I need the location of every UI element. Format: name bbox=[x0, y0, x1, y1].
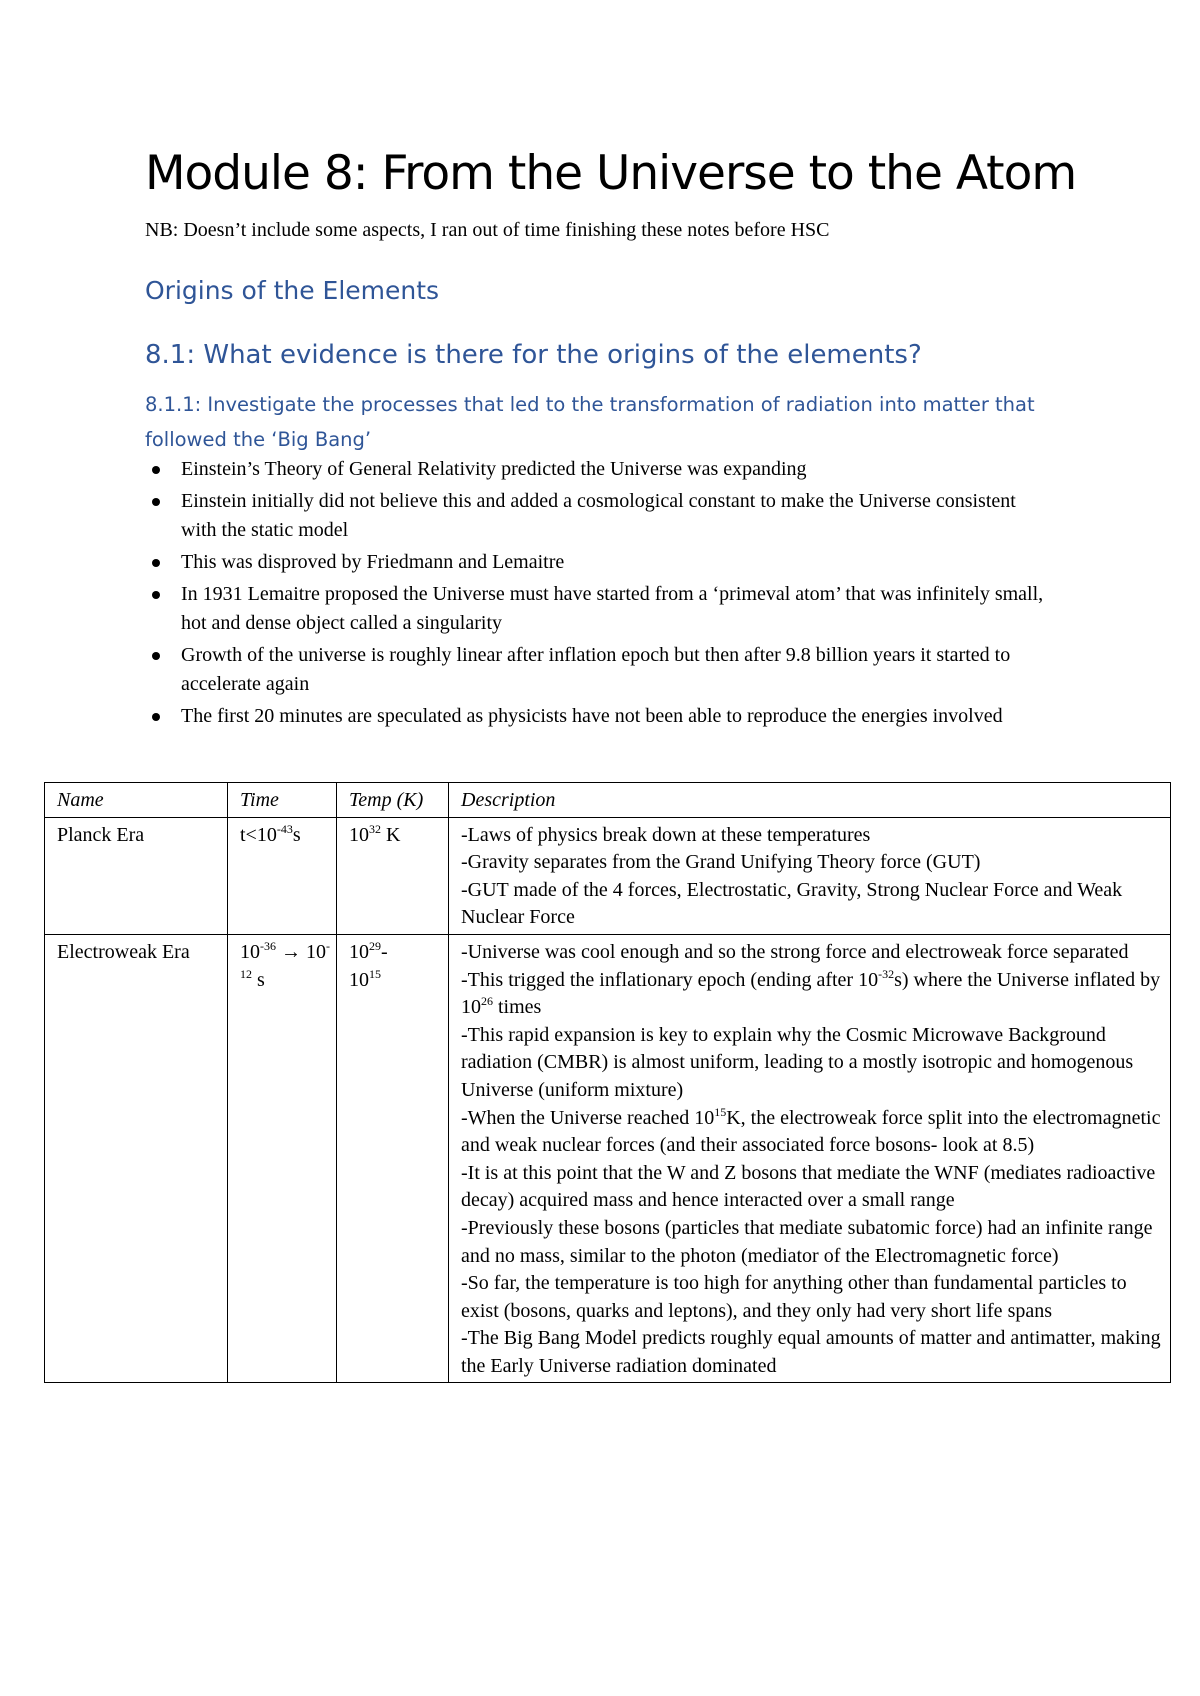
era-time: $t<10^{-43}s$ bbox=[228, 817, 337, 934]
description-line: -Universe was cool enough and so the strong force and electroweak force separated bbox=[461, 940, 1129, 963]
inquiry-heading: 8.1.1: Investigate the processes that led to the transformation of radiation into matter that followed the ‘Big Bang’ bbox=[145, 393, 1035, 451]
bullet-item: In 1931 Lemaitre proposed the Universe must have started from a ‘primeval atom’ that was infinitely small, hot and dense object called a singularity bbox=[148, 580, 1048, 638]
era-description bbox=[449, 934, 1171, 1383]
page-title: Module 8: From the Universe to the Atom bbox=[145, 146, 1077, 201]
era-temp: $10^{32}$ K bbox=[337, 817, 449, 934]
description-line: -So far, the temperature is too high for anything other than fundamental particles to exist (bosons, quarks and leptons), and they only had very short life spans bbox=[461, 1272, 1127, 1322]
section-heading: Origins of the Elements bbox=[145, 276, 440, 305]
bullet-item: The first 20 minutes are speculated as physicists have not been able to reproduce the energies involved bbox=[148, 702, 1048, 731]
bullet-item: This was disproved by Friedmann and Lemaitre bbox=[148, 548, 1048, 577]
bullet-list bbox=[148, 455, 1048, 734]
description-line: -This trigged the inflationary epoch (ending after $10^{-32}s$) where the Universe inflated by $10^{26}$ times bbox=[461, 966, 1161, 1019]
header-temp: Temp (K) bbox=[337, 783, 449, 818]
bullet-item: Growth of the universe is roughly linear after inflation epoch but then after 9.8 billion years it started to accelerate again bbox=[148, 641, 1048, 699]
description-line: -Laws of physics break down at these temperatures bbox=[461, 823, 871, 846]
era-name: Planck Era bbox=[45, 817, 228, 934]
description-line: -Gravity separates from the Grand Unifying Theory force (GUT) bbox=[461, 851, 981, 874]
description-line: -The Big Bang Model predicts roughly equal amounts of matter and antimatter, making the Early Universe radiation dominated bbox=[461, 1327, 1161, 1377]
header-name: Name bbox=[45, 783, 228, 818]
table-row-electroweak bbox=[45, 934, 1171, 1383]
description-line: -When the Universe reached $10^{15}K$, the electroweak force split into the electromagnetic and weak nuclear forces (and their associated force bosons- look at 8.5) bbox=[461, 1104, 1161, 1157]
header-description: Description bbox=[449, 783, 1171, 818]
header-time: Time bbox=[228, 783, 337, 818]
description-line: -This rapid expansion is key to explain why the Cosmic Microwave Background radiation (CMBR) is almost uniform, leading to a mostly isotropic and homogenous Universe (uniform mixture) bbox=[461, 1023, 1134, 1101]
author-note: NB: Doesn’t include some aspects, I ran out of time finishing these notes before HSC bbox=[145, 219, 830, 241]
eras-table bbox=[44, 782, 1171, 1383]
era-temp: $10^{29}-$ $10^{15}$ bbox=[337, 934, 449, 1383]
table-row-planck bbox=[45, 817, 1171, 934]
era-name: Electroweak Era bbox=[45, 934, 228, 1383]
description-line: -It is at this point that the W and Z bosons that mediate the WNF (mediates radioactive decay) acquired mass and hence interacted over a small range bbox=[461, 1161, 1156, 1212]
era-description bbox=[449, 817, 1171, 934]
table-header-row bbox=[45, 783, 1171, 818]
era-time: $10^{-36} \to 10^{-12}$ s bbox=[228, 934, 337, 1383]
bullet-item: Einstein initially did not believe this and added a cosmological constant to make the Universe consistent with the static model bbox=[148, 487, 1048, 545]
description-line: -GUT made of the 4 forces, Electrostatic, Gravity, Strong Nuclear Force and Weak Nuclear Force bbox=[461, 878, 1123, 929]
question-heading: 8.1: What evidence is there for the origins of the elements? bbox=[145, 340, 922, 370]
bullet-item: Einstein’s Theory of General Relativity predicted the Universe was expanding bbox=[148, 455, 1048, 484]
description-line: -Previously these bosons (particles that mediate subatomic force) had an infinite range and no mass, similar to the photon (mediator of the Electromagnetic force) bbox=[461, 1216, 1153, 1267]
